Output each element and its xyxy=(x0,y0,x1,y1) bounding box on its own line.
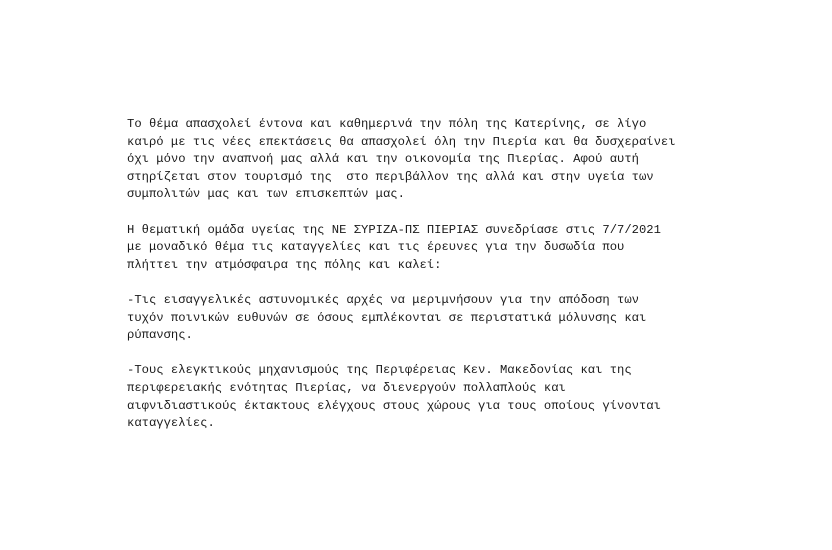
text-line: καταγγελίες. xyxy=(127,416,215,431)
paragraph-meeting xyxy=(127,222,687,275)
text-line: -Τους ελεγκτικούς μηχανισμούς της Περιφέρειας Κεν. Μακεδονίας και της xyxy=(127,363,632,378)
paragraph-demand-prosecution xyxy=(127,292,687,345)
text-line: Το θέμα απασχολεί έντονα και καθημερινά την πόλη της Κατερίνης, σε λίγο xyxy=(127,117,647,131)
text-line: τυχόν ποινικών ευθυνών σε όσους εμπλέκονται σε περιστατικά μόλυνσης και xyxy=(127,310,647,325)
text-line: καιρό με τις νέες επεκτάσεις θα απασχολεί όλη την Πιερία και θα δυσχεραίνει xyxy=(127,134,676,149)
text-line: με μοναδικό θέμα τις καταγγελίες και τις έρευνες για την δυσωδία που xyxy=(127,240,625,255)
text-line: αιφνιδιαστικούς έκτακτους ελέγχους στους χώρους για τους οποίους γίνονται xyxy=(127,398,661,413)
paragraph-intro xyxy=(127,116,687,204)
text-line: -Τις εισαγγελικές αστυνομικές αρχές να μεριμνήσουν για την απόδοση των xyxy=(127,292,639,307)
text-line: στηρίζεται στον τουρισμό της στο περιβάλλον της αλλά και στην υγεία των xyxy=(127,169,654,184)
text-line: Η θεματική ομάδα υγείας της ΝΕ ΣΥΡΙΖΑ-ΠΣ ΠΙΕΡΙΑΣ συνεδρίασε στις 7/7/2021 xyxy=(127,222,661,237)
text-line: ρύπανσης. xyxy=(127,328,193,343)
text-line: συμπολιτών μας και των επισκεπτών μας. xyxy=(127,187,405,202)
text-line: πλήττει την ατμόσφαιρα της πόλης και καλεί: xyxy=(127,257,442,272)
paragraph-demand-inspections xyxy=(127,362,687,432)
document-body xyxy=(127,116,687,450)
text-line: περιφερειακής ενότητας Πιερίας, να διενεργούν πολλαπλούς και xyxy=(127,380,566,395)
text-line: όχι μόνο την αναπνοή μας αλλά και την οικονομία της Πιερίας. Αφού αυτή xyxy=(127,152,639,167)
